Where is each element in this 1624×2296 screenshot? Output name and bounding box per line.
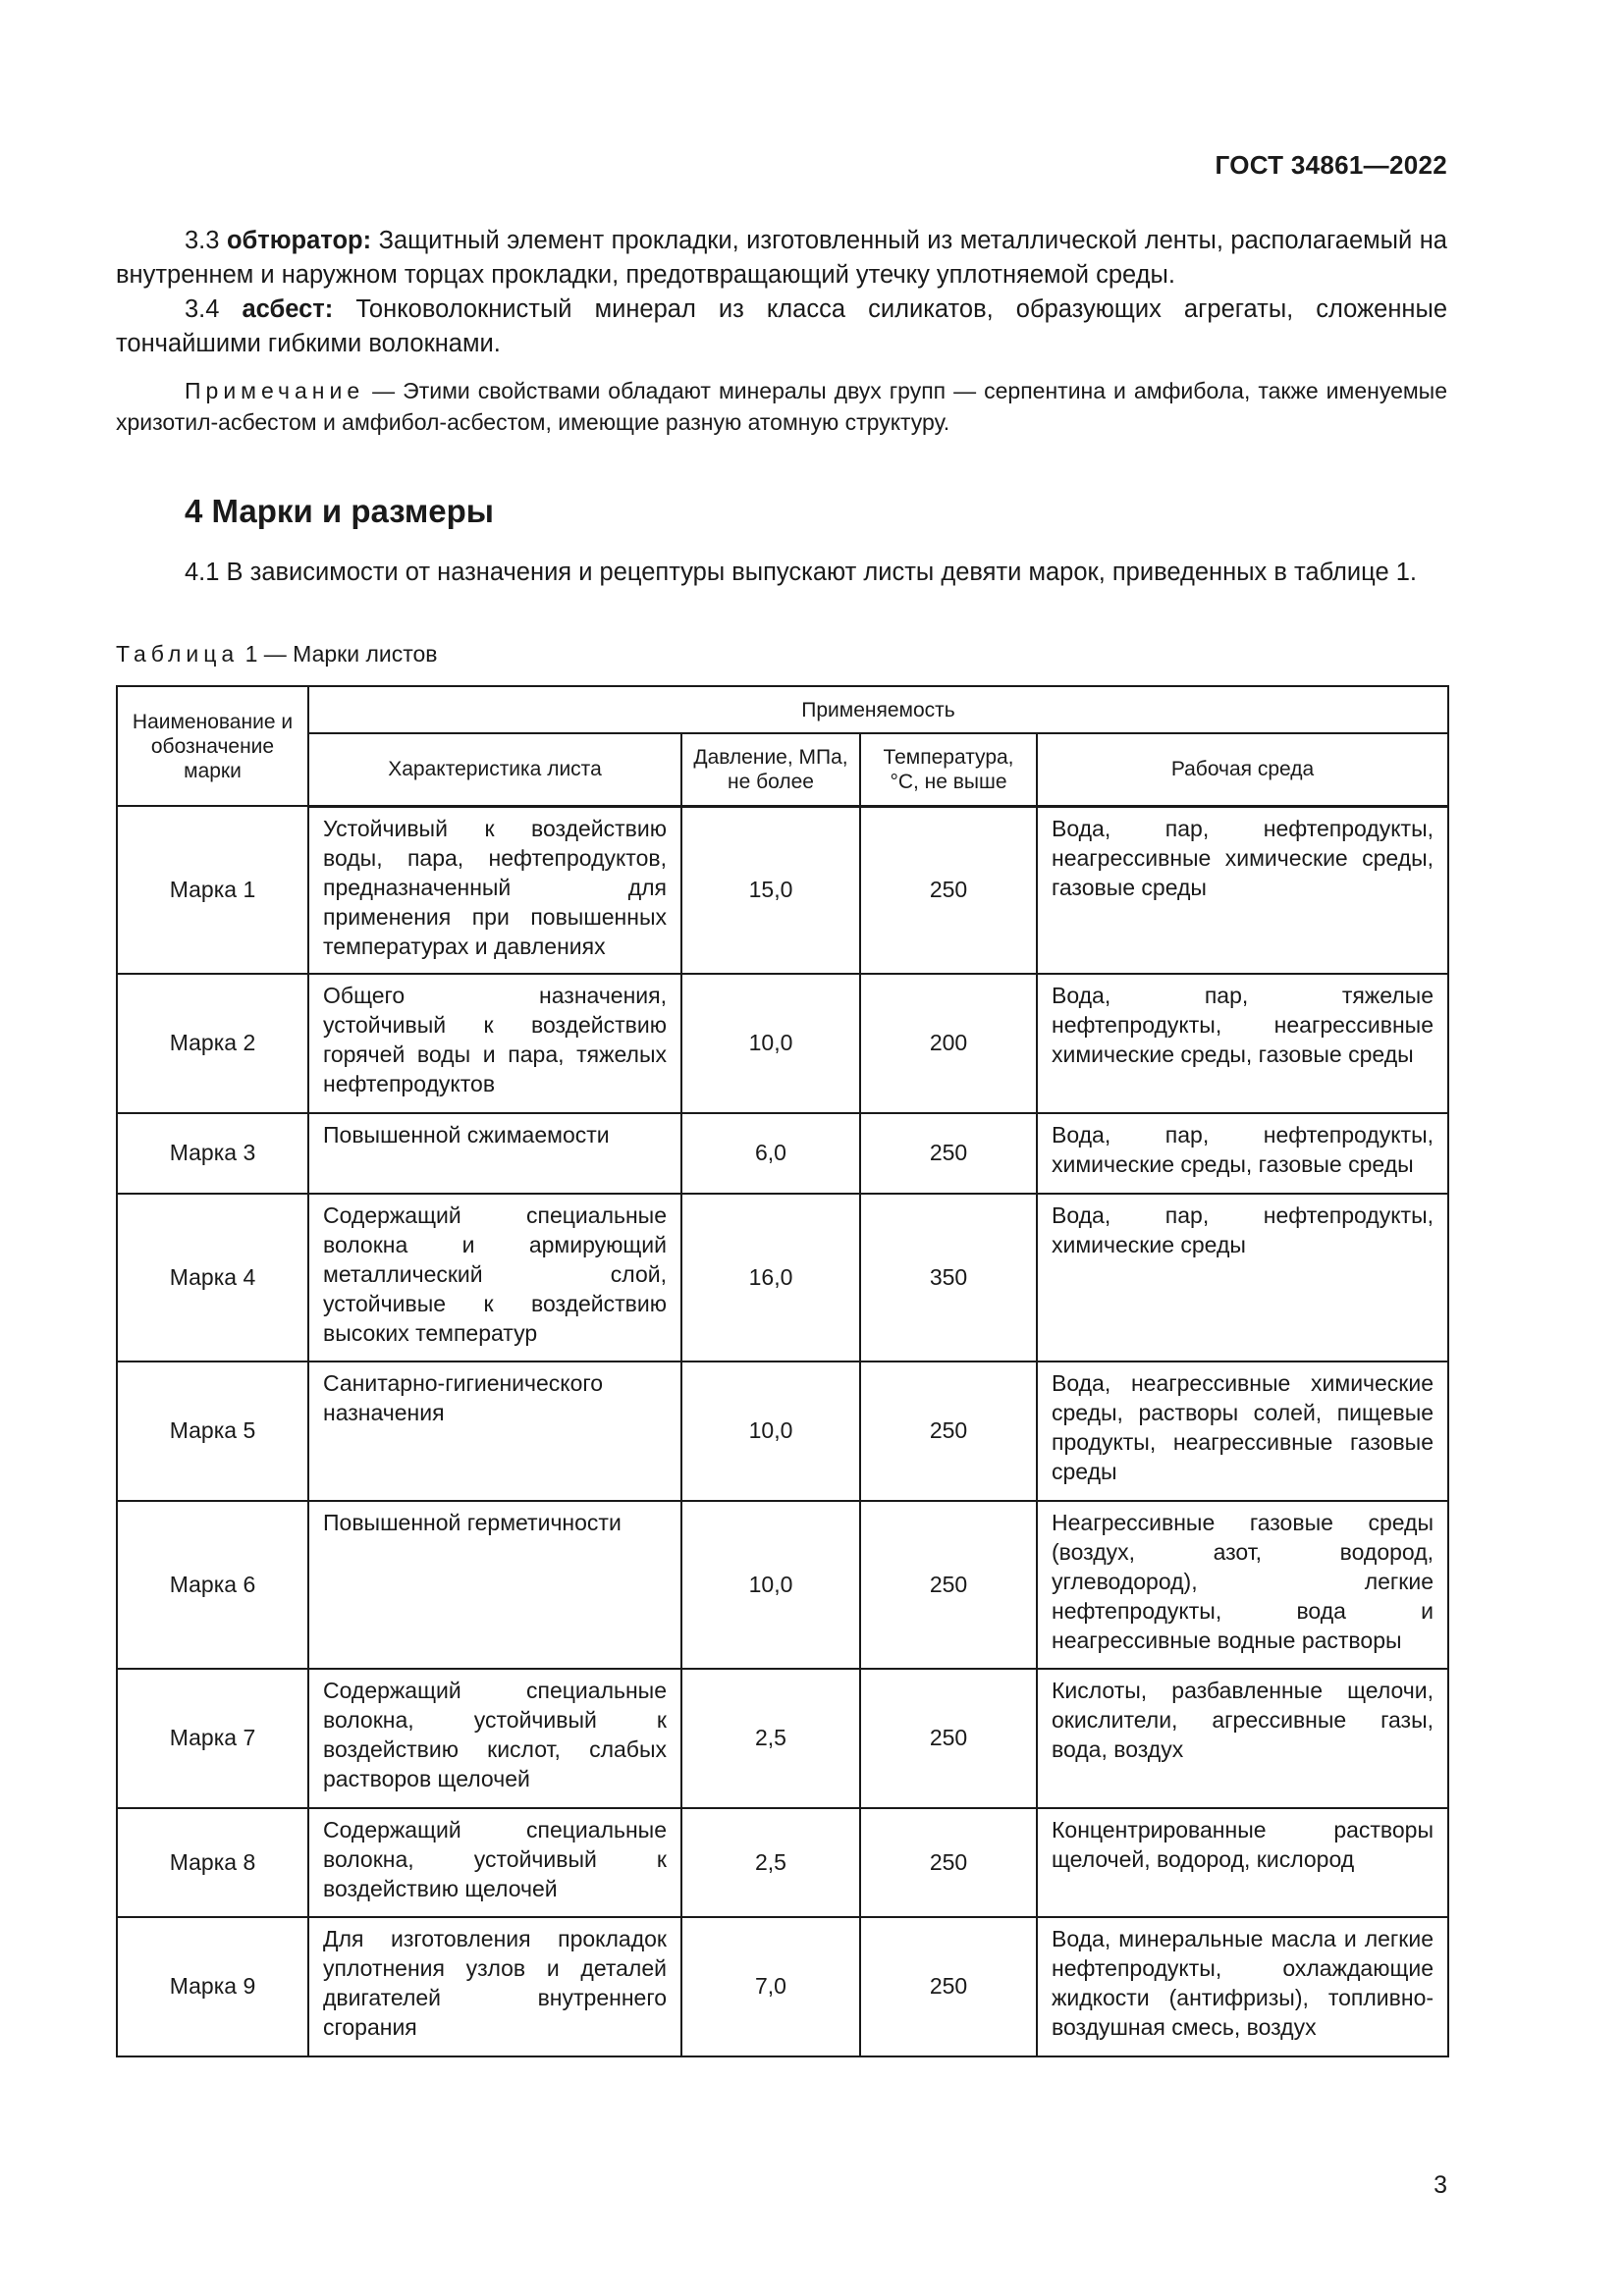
- mark-pressure: 7,0: [681, 1917, 860, 2056]
- mark-temperature: 250: [860, 1501, 1037, 1669]
- mark-name: Марка 4: [117, 1194, 308, 1362]
- mark-temperature: 250: [860, 806, 1037, 974]
- definition-term: асбест:: [242, 295, 334, 323]
- table-row: [117, 1501, 1448, 1669]
- mark-pressure: 15,0: [681, 806, 860, 974]
- mark-characteristic: Повышенной сжимаемости: [308, 1113, 681, 1194]
- mark-name: Марка 9: [117, 1917, 308, 2056]
- table-row: [117, 806, 1448, 974]
- mark-environment: Вода, пар, нефтепродукты, химические среды: [1037, 1194, 1448, 1362]
- mark-temperature: 250: [860, 1669, 1037, 1808]
- mark-pressure: 10,0: [681, 1501, 860, 1669]
- table-row: [117, 974, 1448, 1113]
- mark-characteristic: Содержащий специальные волокна, устойчивый к воздействию щелочей: [308, 1808, 681, 1917]
- mark-temperature: 250: [860, 1362, 1037, 1501]
- mark-temperature: 200: [860, 974, 1037, 1113]
- mark-name: Марка 8: [117, 1808, 308, 1917]
- mark-temperature: 250: [860, 1113, 1037, 1194]
- mark-characteristic: Санитарно-гигиенического назначения: [308, 1362, 681, 1501]
- table-row: [117, 1362, 1448, 1501]
- mark-name: Марка 5: [117, 1362, 308, 1501]
- mark-pressure: 2,5: [681, 1669, 860, 1808]
- mark-environment: Неагрессивные газовые среды (воздух, азот, водород, углеводород), легкие нефтепродукты, вода и неагрессивные водные растворы: [1037, 1501, 1448, 1669]
- mark-temperature: 250: [860, 1808, 1037, 1917]
- page-number: 3: [1434, 2171, 1447, 2199]
- mark-characteristic: Повышенной герметичности: [308, 1501, 681, 1669]
- mark-pressure: 16,0: [681, 1194, 860, 1362]
- mark-characteristic: Содержащий специальные волокна и армирующий металлический слой, устойчивые к воздействию высоких температур: [308, 1194, 681, 1362]
- mark-environment: Кислоты, разбавленные щелочи, окислители, агрессивные газы, вода, воздух: [1037, 1669, 1448, 1808]
- note-label: Примечание: [185, 378, 365, 403]
- mark-environment: Вода, пар, нефтепродукты, химические среды, газовые среды: [1037, 1113, 1448, 1194]
- note: [116, 375, 1447, 438]
- mark-temperature: 250: [860, 1917, 1037, 2056]
- mark-environment: Вода, пар, нефтепродукты, неагрессивные химические среды, газовые среды: [1037, 806, 1448, 974]
- definition-3-4: [116, 293, 1447, 361]
- mark-pressure: 10,0: [681, 1362, 860, 1501]
- section-heading: 4 Марки и размеры: [185, 493, 494, 529]
- mark-pressure: 2,5: [681, 1808, 860, 1917]
- note-text: — Этими свойствами обладают минералы двух групп — серпентина и амфибола, также именуемые хризотил-асбестом и амфибол-асбестом, имеющие разную атомную структуру.: [116, 378, 1447, 435]
- header-environment: Рабочая среда: [1037, 733, 1448, 806]
- header-characteristic: Характеристика листа: [308, 733, 681, 806]
- table-row: [117, 1669, 1448, 1808]
- table-caption-text: 1 — Марки листов: [244, 641, 438, 667]
- table-row: [117, 1194, 1448, 1362]
- document-code: ГОСТ 34861—2022: [1215, 150, 1447, 180]
- table-subheader-row: [117, 733, 1448, 806]
- definition-3-3: [116, 224, 1447, 293]
- mark-environment: Вода, неагрессивные химические среды, растворы солей, пищевые продукты, неагрессивные газовые среды: [1037, 1362, 1448, 1501]
- mark-name: Марка 3: [117, 1113, 308, 1194]
- definition-term: обтюратор:: [226, 227, 372, 254]
- marks-table: [116, 685, 1449, 2057]
- mark-name: Марка 7: [117, 1669, 308, 1808]
- table-caption-label: Таблица: [116, 641, 240, 667]
- mark-name: Марка 6: [117, 1501, 308, 1669]
- mark-characteristic: Общего назначения, устойчивый к воздействию горячей воды и пара, тяжелых нефтепродуктов: [308, 974, 681, 1113]
- header-name: Наименование и обозначение марки: [117, 686, 308, 806]
- mark-temperature: 350: [860, 1194, 1037, 1362]
- header-temperature: Температура, °С, не выше: [860, 733, 1037, 806]
- definition-number: 3.3: [185, 227, 220, 254]
- header-applicability: Применяемость: [308, 686, 1448, 733]
- definition-number: 3.4: [185, 295, 220, 323]
- mark-name: Марка 1: [117, 806, 308, 974]
- table-row: [117, 1808, 1448, 1917]
- table-row: [117, 1917, 1448, 2056]
- mark-characteristic: Для изготовления прокладок уплотнения узлов и деталей двигателей внутреннего сгорания: [308, 1917, 681, 2056]
- mark-pressure: 6,0: [681, 1113, 860, 1194]
- definition-text: Защитный элемент прокладки, изготовленный из металлической ленты, располагаемый на внутреннем и наружном торцах прокладки, предотвращающий утечку уплотняемой среды.: [116, 227, 1447, 289]
- mark-characteristic: Содержащий специальные волокна, устойчивый к воздействию кислот, слабых растворов щелочей: [308, 1669, 681, 1808]
- section-paragraph-text: 4.1 В зависимости от назначения и рецептуры выпускают листы девяти марок, приведенных в таблице 1.: [185, 559, 1418, 586]
- mark-name: Марка 2: [117, 974, 308, 1113]
- header-pressure: Давление, МПа, не более: [681, 733, 860, 806]
- section-paragraph: [116, 556, 1447, 590]
- mark-environment: Концентрированные растворы щелочей, водород, кислород: [1037, 1808, 1448, 1917]
- mark-characteristic: Устойчивый к воздействию воды, пара, нефтепродуктов, предназначенный для применения при повышенных температурах и давлениях: [308, 806, 681, 974]
- definition-text: Тонковолокнистый минерал из класса силикатов, образующих агрегаты, сложенные тончайшими гибкими волокнами.: [116, 295, 1447, 357]
- table-caption: [116, 641, 438, 667]
- mark-environment: Вода, минеральные масла и легкие нефтепродукты, охлаждающие жидкости (антифризы), топливно-воздушная смесь, воздух: [1037, 1917, 1448, 2056]
- mark-environment: Вода, пар, тяжелые нефтепродукты, неагрессивные химические среды, газовые среды: [1037, 974, 1448, 1113]
- table-header-row: [117, 686, 1448, 733]
- mark-pressure: 10,0: [681, 974, 860, 1113]
- table-row: [117, 1113, 1448, 1194]
